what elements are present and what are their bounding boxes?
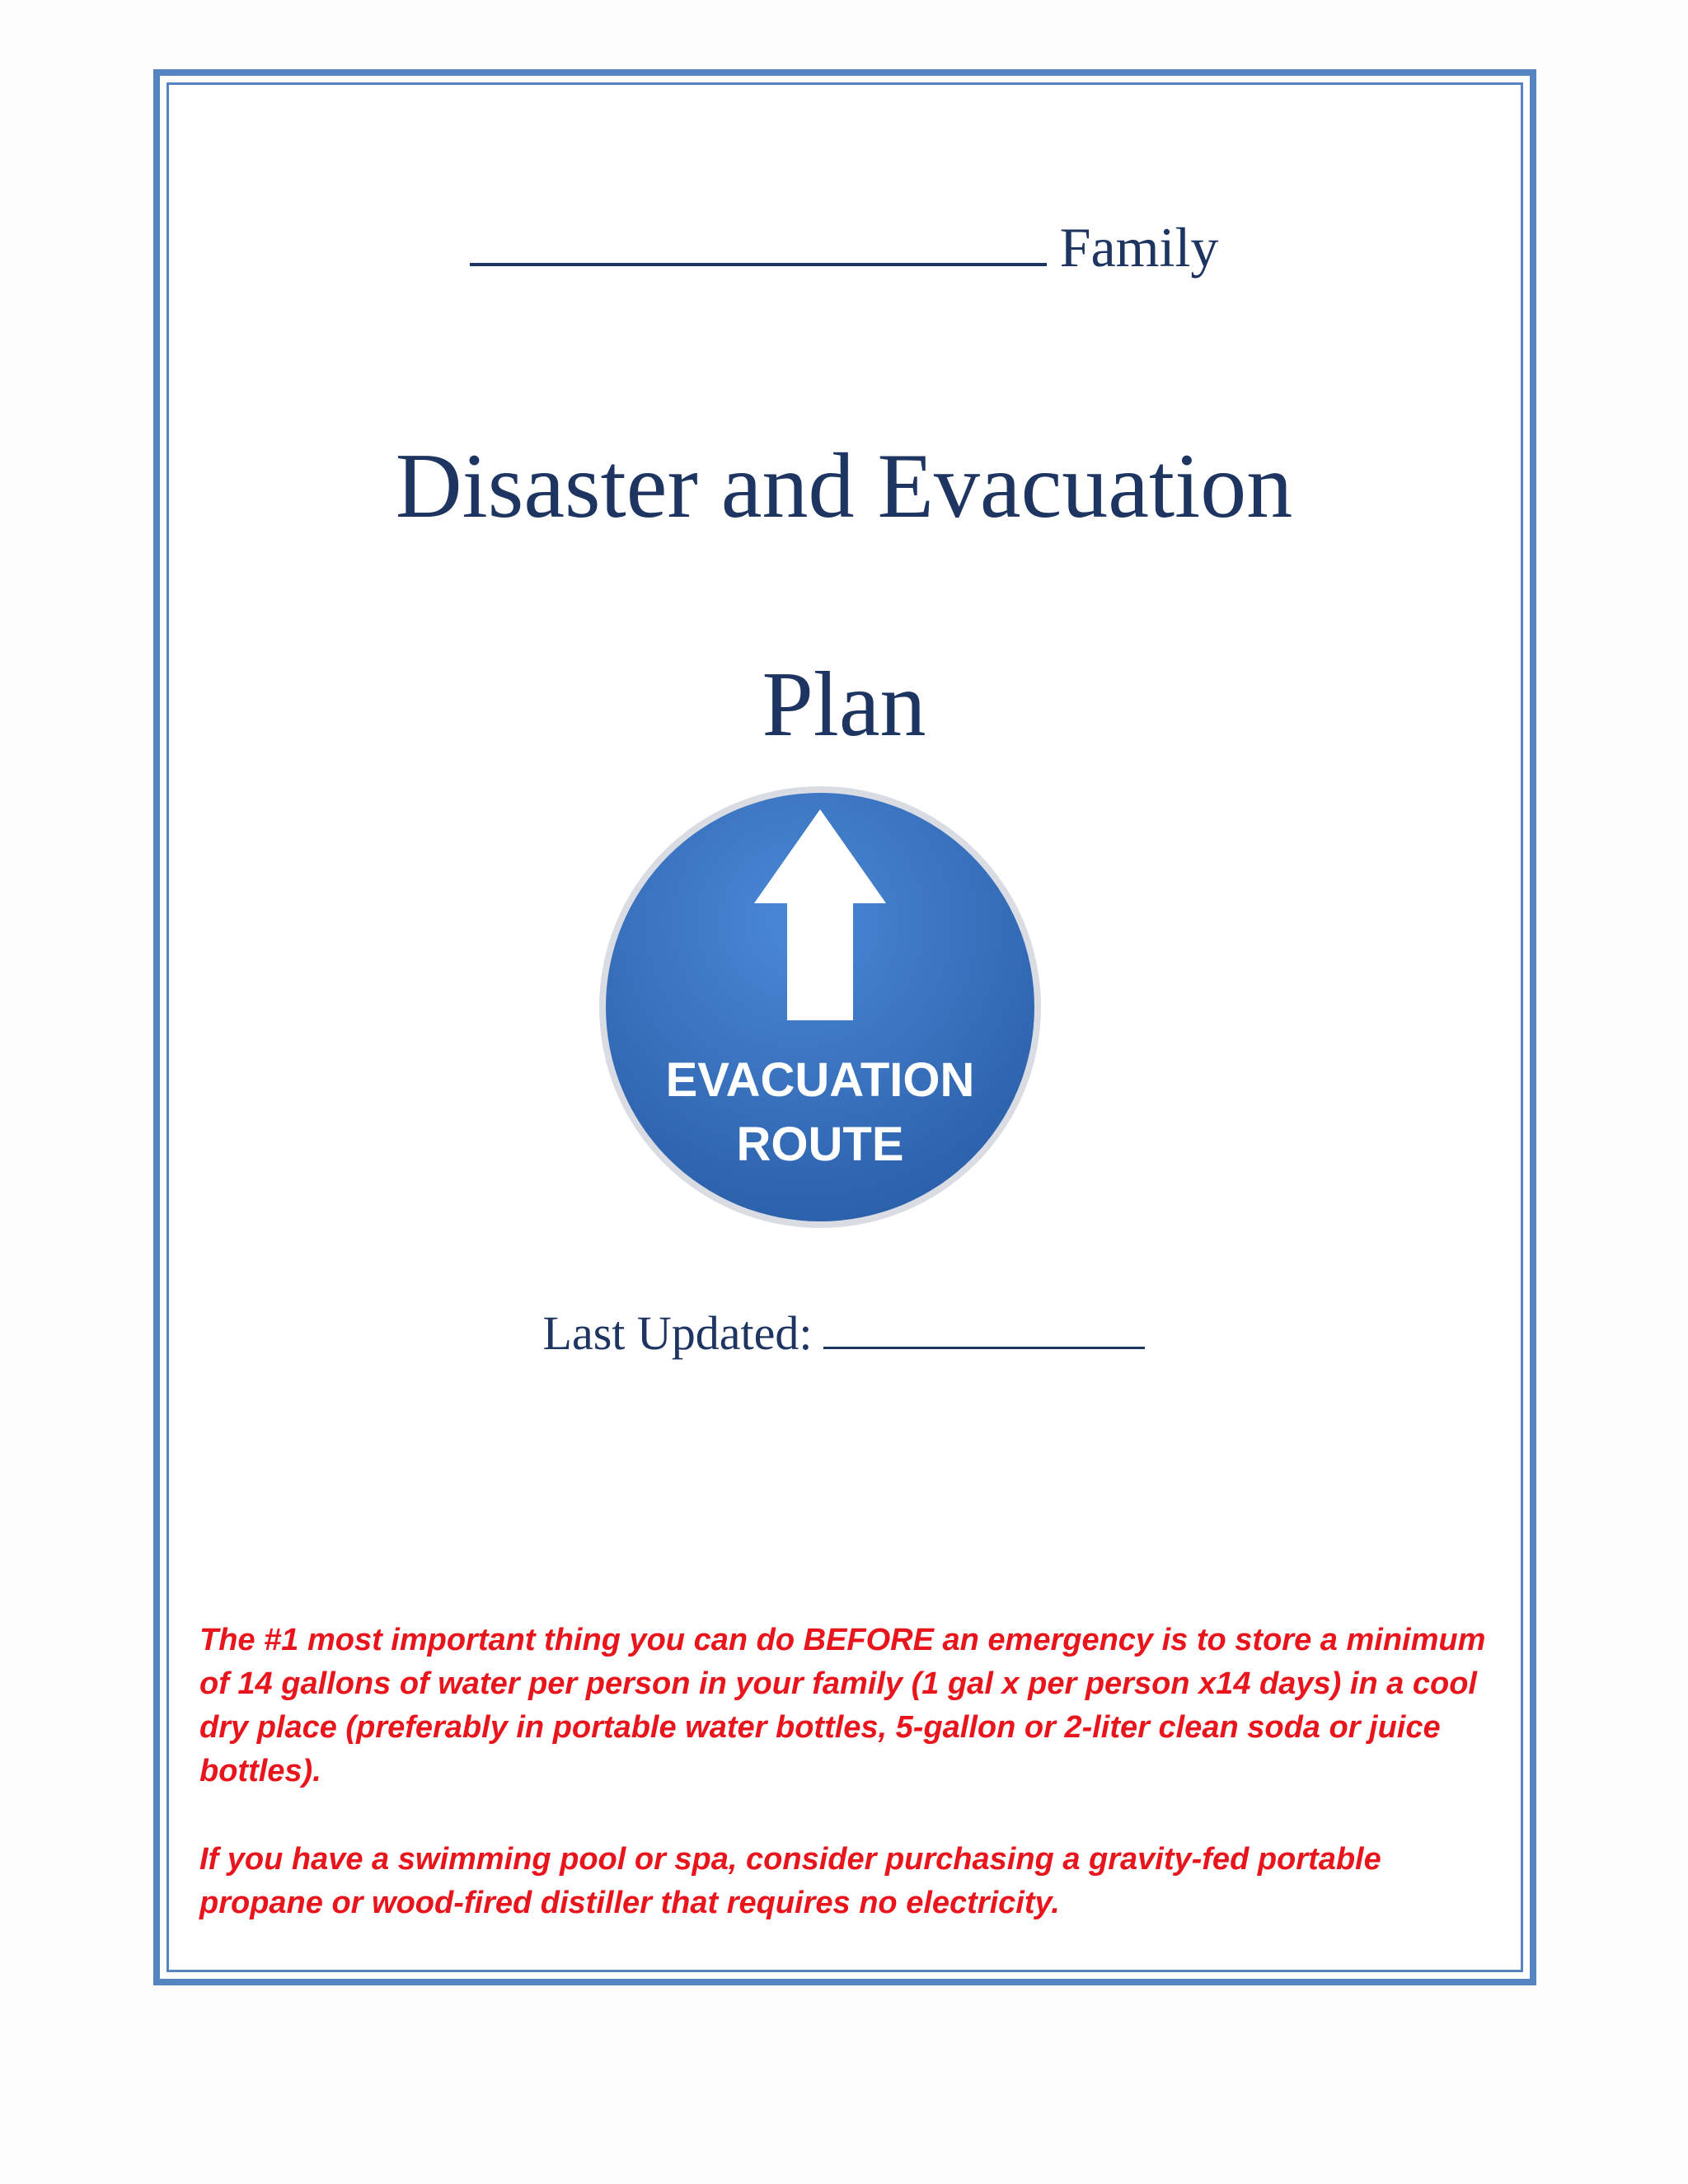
sign-text-line-1: EVACUATION bbox=[665, 1053, 975, 1107]
last-updated-label: Last Updated: bbox=[542, 1306, 813, 1360]
page-title-line-2: Plan bbox=[762, 654, 926, 756]
evacuation-route-sign bbox=[593, 785, 1047, 1230]
sign-text-line-2: ROUTE bbox=[736, 1118, 904, 1171]
water-storage-notice: The #1 most important thing you can do BEFORE an emergency is to store a minimum of 14 gallons of water per person in your family (1 gal x per person x14 days) in a cool dry place (preferably in portable water bottles, 5-gallon or 2-liter clean soda or juice bottles). bbox=[199, 1623, 1486, 1788]
pool-distiller-notice: If you have a swimming pool or spa, consider purchasing a gravity-fed portable propane or wood-fired distiller that requires no electricity. bbox=[199, 1842, 1381, 1920]
family-suffix: Family bbox=[1059, 216, 1219, 279]
family-name-blank[interactable] bbox=[470, 220, 1047, 266]
last-updated-blank[interactable] bbox=[823, 1310, 1145, 1349]
page-title-line-1: Disaster and Evacuation bbox=[395, 435, 1293, 537]
family-name-line bbox=[0, 213, 1688, 282]
last-updated-line bbox=[0, 1304, 1688, 1363]
